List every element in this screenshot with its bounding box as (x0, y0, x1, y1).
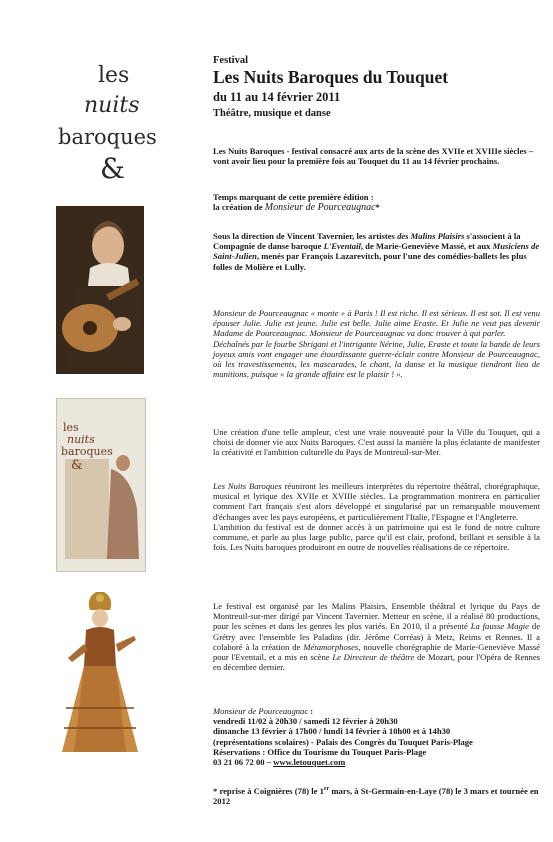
organisers-work-directeur: Le Directeur de théâtre (332, 652, 415, 663)
intro-paragraph: Les Nuits Baroques - festival consacré aux arts de la scène des XVIIe et XVIIIe siècles – vont avoir lieu pour la première fois au Touquet du 11 au 14 février prochains. (213, 146, 534, 167)
organisers-part-a: Le festival est organisé par les Malins Plaisirs, Ensemble théâtral et lyrique du Pays de Montreuil-sur-mer dirigé par Vincent Tavernier. Metteur en scène, il a réalisé 80 productions, pour les scènes et dans les genres les plus variés. En 2010, il a présenté (213, 601, 540, 632)
costume-figure-drawing (56, 588, 144, 758)
schedule-contact-line (213, 757, 540, 767)
highlight-asterisk: * (375, 202, 380, 213)
synopsis-part-2: Déchaînés par le fourbe Sbrigani et l'intrigante Nérine, Julie, Eraste et toute la bande de leurs joyeux amis vont engager une étourdissante guerre-éclair contre Monsieur de Pourceaugnac, où les travestissements, les mascarades, le chant, la danse et la musique tiendront lieu de munitions, puisque « la grande affaire est le plaisir ! ». (213, 338, 540, 380)
direction-part-b: s'associent à la Compagnie de danse baroque (213, 231, 521, 252)
schedule-phone: 03 21 06 72 00 – (213, 757, 274, 768)
footnote-part-b: mars, à St-Germain-en-Laye (78) le 3 mars et tournée en 2012 (213, 786, 539, 807)
organisers-part-b: de Grétry avec l'ensemble les Paladins (dir. Jérôme Corréas) à Metz, Reims et Rennes. Il a colaboré à la création de (213, 621, 541, 652)
festival-poster-illustration (57, 399, 145, 571)
logo-word-les: les (98, 63, 130, 88)
direction-part-d: , menés par François Lazarevitch, pour l'une des comédies-ballets les plus folles de Molière et Lully. (213, 251, 527, 272)
page-title: Les Nuits Baroques du Touquet (213, 67, 449, 87)
festival-name: Les Nuits Baroques (213, 481, 282, 491)
festival-poster (56, 398, 146, 572)
schedule-line-2: dimanche 13 février à 17h00 / lundi 14 février à 10h00 et à 14h30 (213, 726, 451, 737)
schedule-title: Monsieur de Pourceaugnac (213, 706, 309, 716)
highlight-paragraph (213, 192, 540, 213)
poster-word-baroques: baroques (61, 445, 113, 458)
schedule-block (213, 706, 540, 767)
touquet-paragraph: Une création d'une telle ampleur, c'est une vraie nouveauté pour la Ville du Touquet, qui a choisi de donner vie aux Nuits Baroques. C'est aussi la manière la plus éclatante de manifester la créativité et l'ambition culturelle du Pays de Montreuil-sur-Mer. (213, 427, 540, 458)
direction-part-a: Sous la direction de Vincent Tavernier, les artistes (213, 231, 398, 241)
organisers-paragraph (213, 601, 540, 672)
poster-word-les: les (63, 421, 79, 434)
highlight-prefix: la création de (213, 202, 265, 213)
direction-paragraph (213, 231, 540, 272)
poster-ampersand: & (71, 458, 83, 473)
logo-word-nuits: nuits (84, 93, 140, 118)
festival-logo (58, 62, 178, 182)
organisers-work-fausse-magie: La fausse Magie (470, 621, 529, 632)
organisers-part-c: , nouvelle chorégraphie de Marie-Geneviève Massé pour l'Eventail, et a mis en scène (213, 641, 540, 663)
logo-ampersand: & (100, 152, 125, 182)
footnote-part-a: * reprise à Coignières (78) le 1 (213, 786, 324, 796)
poster-word-nuits: nuits (67, 433, 95, 446)
footnote-superscript: er (323, 786, 330, 793)
schedule-line-1: vendredi 11/02 à 20h30 / samedi 12 février à 20h30 (213, 716, 398, 727)
highlight-line-1: Temps marquant de cette première édition : (213, 192, 374, 202)
festival-part-1-rest: réuniront les meilleurs interprètes du répertoire théâtral, chorégraphique, musical et lyrique des XVIIe et XVIIIe siècles. La programmation montrera en particulier comment l'art français s'est alors développé et singularisé par un remarquable mouvement d'échanges avec les pays européens, et particulièrement l'Italie, l'Espagne et l'Angleterre. (213, 481, 540, 522)
baroque-costume-illustration (56, 588, 144, 758)
direction-company-eventail: L'Eventail (323, 241, 361, 252)
highlight-line-2 (213, 202, 540, 213)
lute-player-illustration (56, 206, 144, 374)
synopsis-part-1: Monsieur de Pourceaugnac « monte » à Paris ! Il est riche. Il est sérieux. Il est sot. Il est venu épouser Julie. Julie est jeune. Julie est belle. Julie aime Eraste. Et Julie ne veut pas devenir Madame de Pourceaugnac. Monsieur de Pourceaugnac va donc trouver à qui parler. (213, 308, 540, 339)
footnote-paragraph (213, 786, 540, 806)
festival-kicker: Festival (213, 55, 248, 66)
schedule-title-line (213, 706, 540, 716)
organisers-work-metamorphoses: Métamorphoses (303, 641, 359, 652)
logo-word-baroques: baroques (58, 125, 157, 149)
schedule-title-colon: : (308, 706, 314, 716)
festival-paragraph (213, 481, 540, 552)
synopsis-paragraph (213, 308, 540, 379)
festival-part-1 (213, 481, 540, 522)
direction-part-c: , de Marie-Geneviève Massé, et aux (360, 241, 493, 252)
schedule-line-3: (représentations scolaires) - Palais des Congrès du Touquet Paris-Plage (213, 736, 473, 747)
lute-player-photo (56, 206, 144, 374)
schedule-line-4: Réservations : Office du Tourisme du Touquet Paris-Plage (213, 746, 427, 757)
festival-dates: du 11 au 14 février 2011 (213, 90, 341, 104)
direction-company-malins: des Malins Plaisirs (397, 231, 465, 241)
festival-genre: Théâtre, musique et danse (213, 108, 331, 119)
highlight-play-title: Monsieur de Pourceaugnac (264, 202, 376, 214)
organisers-part-d: de Mozart, pour l'Opéra de Rennes en décembre dernier. (213, 652, 541, 673)
direction-company-musiciens: Musiciens de Saint-Julien (213, 241, 540, 262)
website-link[interactable]: www.letouquet.com (273, 757, 346, 768)
festival-logo-mark (58, 62, 178, 182)
festival-part-2: L'ambition du festival est de donner accès à un patrimoine qui est le fond de notre culture commune, et parle au plus large public, parce qu'il est clair, profond, brillant et sensible à la fois. Les Nuits baroques produiront en outre de nouvelles réalisations de ce répertoire. (213, 521, 540, 553)
